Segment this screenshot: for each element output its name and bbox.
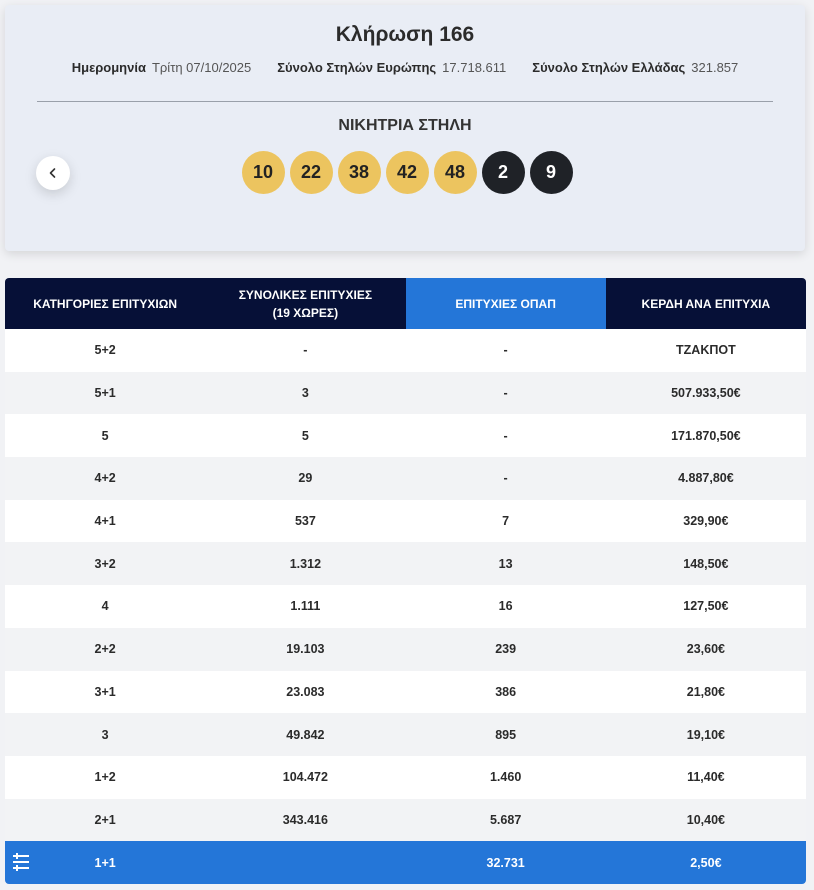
table-body (5, 329, 806, 884)
footer-prize: 2,50€ (606, 841, 806, 884)
cell-prize: 171.870,50€ (606, 414, 806, 457)
cell-opap: - (406, 414, 606, 457)
cell-category: 5 (5, 414, 205, 457)
cell-prize: 11,40€ (606, 756, 806, 799)
table-row (5, 585, 806, 628)
cell-prize: 4.887,80€ (606, 457, 806, 500)
prize-table (5, 278, 806, 884)
cell-total: 537 (205, 500, 405, 543)
cell-prize: 19,10€ (606, 713, 806, 756)
winning-title: ΝΙΚΗΤΡΙΑ ΣΤΗΛΗ (338, 117, 472, 134)
table-row (5, 500, 806, 543)
table-row (5, 799, 806, 842)
cell-prize: 148,50€ (606, 542, 806, 585)
cell-total: 19.103 (205, 628, 405, 671)
draw-title: Κλήρωση 166 (335, 23, 475, 46)
cell-opap: 5.687 (406, 799, 606, 842)
cell-prize: 127,50€ (606, 585, 806, 628)
cell-prize: 23,60€ (606, 628, 806, 671)
cell-total: 3 (205, 372, 405, 415)
table-row (5, 457, 806, 500)
euro-number-ball: 2 (482, 151, 525, 194)
table-row (5, 414, 806, 457)
cell-opap: 386 (406, 671, 606, 714)
header-total-line1: ΣΥΝΟΛΙΚΕΣ ΕΠΙΤΥΧΙΕΣ (238, 287, 373, 302)
cell-category: 2+2 (5, 628, 205, 671)
draw-info-card (5, 5, 805, 251)
euro-number-ball: 9 (530, 151, 573, 194)
cell-opap: 13 (406, 542, 606, 585)
cell-opap: 895 (406, 713, 606, 756)
table-row (5, 671, 806, 714)
cell-category: 1+2 (5, 756, 205, 799)
cell-category: 4+1 (5, 500, 205, 543)
cell-opap: 1.460 (406, 756, 606, 799)
draw-date-label: Ημερομηνία (71, 60, 146, 75)
cell-category: 4+2 (5, 457, 205, 500)
cell-total: 1.111 (205, 585, 405, 628)
cell-category: 5+2 (5, 329, 205, 372)
main-number-ball: 10 (242, 151, 285, 194)
cell-total: 29 (205, 457, 405, 500)
header-prize: ΚΕΡΔΗ ΑΝΑ ΕΠΙΤΥΧΙΑ (606, 278, 806, 329)
cell-total: - (205, 329, 405, 372)
cell-prize: 21,80€ (606, 671, 806, 714)
main-number-ball: 38 (338, 151, 381, 194)
cell-opap: 239 (406, 628, 606, 671)
table-row (5, 372, 806, 415)
cell-opap: - (406, 329, 606, 372)
cell-total: 104.472 (205, 756, 405, 799)
cell-opap: 16 (406, 585, 606, 628)
cell-category: 3+1 (5, 671, 205, 714)
greece-total (532, 60, 738, 75)
europe-total-value: 17.718.611 (442, 60, 507, 75)
table-row (5, 628, 806, 671)
europe-total-label: Σύνολο Στηλών Ευρώπης (277, 60, 437, 75)
header-total (205, 278, 405, 329)
header-category: ΚΑΤΗΓΟΡΙΕΣ ΕΠΙΤΥΧΙΩΝ (5, 278, 205, 329)
cell-total: 1.312 (205, 542, 405, 585)
footer-total (205, 841, 405, 884)
cell-category: 3+2 (5, 542, 205, 585)
cell-opap: 7 (406, 500, 606, 543)
greece-total-value: 321.857 (691, 60, 739, 75)
cell-category: 2+1 (5, 799, 205, 842)
cell-prize: 329,90€ (606, 500, 806, 543)
cell-total: 49.842 (205, 713, 405, 756)
cell-category: 5+1 (5, 372, 205, 415)
cell-total: 5 (205, 414, 405, 457)
header-total-line2: (19 ΧΩΡΕΣ) (272, 305, 339, 320)
footer-category: 1+1 (94, 855, 116, 870)
table-row (5, 713, 806, 756)
cell-prize: 10,40€ (606, 799, 806, 842)
table-header-row (5, 278, 806, 329)
main-number-ball: 48 (434, 151, 477, 194)
header-opap: ΕΠΙΤΥΧΙΕΣ ΟΠΑΠ (406, 278, 606, 329)
main-number-ball: 22 (290, 151, 333, 194)
greece-total-label: Σύνολο Στηλών Ελλάδας (532, 60, 686, 75)
table-row (5, 756, 806, 799)
winning-numbers (5, 151, 805, 194)
draw-meta (5, 60, 805, 75)
draw-date-value: Τρίτη 07/10/2025 (151, 60, 252, 75)
main-number-ball: 42 (386, 151, 429, 194)
table-row (5, 542, 806, 585)
footer-opap: 32.731 (406, 841, 606, 884)
expand-list-icon[interactable] (11, 853, 31, 871)
europe-total (277, 60, 506, 75)
cell-total: 343.416 (205, 799, 405, 842)
cell-prize: ΤΖΑΚΠΟΤ (606, 329, 806, 372)
cell-opap: - (406, 372, 606, 415)
prize-table-container (5, 278, 806, 884)
table-row (5, 329, 806, 372)
footer-category-cell (5, 841, 205, 884)
cell-category: 4 (5, 585, 205, 628)
cell-total: 23.083 (205, 671, 405, 714)
divider (37, 101, 773, 102)
cell-opap: - (406, 457, 606, 500)
draw-date (72, 60, 252, 75)
cell-category: 3 (5, 713, 205, 756)
cell-prize: 507.933,50€ (606, 372, 806, 415)
table-footer-row (5, 841, 806, 884)
